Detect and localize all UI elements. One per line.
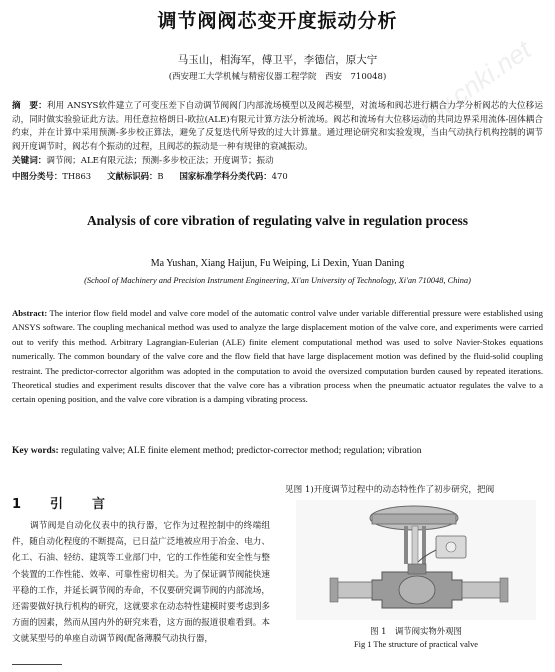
clc-value: TH863 [62,171,92,181]
valve-photo-figure [296,500,536,620]
paper-title-cn: 调节阀阀芯变开度振动分析 [157,10,398,32]
abstract-en-label: Abstract: [12,308,48,318]
subject-code-value: 470 [271,171,288,181]
keywords-en-text: regulating valve; ALE finite element method; predictor-corrector method; regulation; vibration [61,446,422,456]
paper-title-en: Analysis of core vibration of regulating valve in regulation process [86,213,469,228]
right-column-text: 见图 1)开度调节过程中的动态特性作了初步研究，把阀 [285,485,495,495]
keywords-cn-text: 调节阀；ALE有限元法；预测-多步校正法；开度调节；振动 [46,156,274,166]
section-heading-intro: 1 引 言 [12,497,114,512]
footnote-rule [12,664,62,665]
affiliation-cn: (西安理工大学机械与精密仪器工程学院 西安 710048) [168,72,387,82]
intro-body: 调节阀是自动化仪表中的执行器，它作为过程控制中的终端组件，随自动化程度的不断提高，已日益广泛地被应用于冶金、电力、化工、石油、轻纺、建筑等工业部门中，它的工作性能和安全性与整个装置的工作性能、效率、可靠性密切相关。为了保证调节阀能快速平稳的工作，并延长调节阀的寿命，不仅要研究调节阀的内部流场，还需要做好执行机构的研究，这就要求在动态特性建模时要考虑到多方面的因素，然而从国内外的研究来看，这方面的报道很难看到。本文就某型号的单座自动调节阀(配备薄膜气动执行器， [12,521,270,645]
figure-caption-cn: 图 1 调节阀实物外观图 [370,626,462,636]
affiliation-en: (School of Machinery and Precision Instrument Engineering, Xi'an University of Technology, Xi'an 710048, China) [84,276,471,285]
abstract-cn-text: 利用 ANSYS软件建立了可变压差下自动调节阀阀门内部流场模型以及阀芯模型，对流场和阀芯进行耦合力学分析阀芯的大位移运动，同时做实验验证此方法。用任意拉格朗日-欧拉(ALE)有限元计算方法分析流场。阀芯和流场有大位移运动的共同边界采用流体-固体耦合约束，并在计算中采用预测-多步校正算法，避免了反复迭代所导致的过大计算量。通过理论研究和实验发现，当由气动执行机构控制的调节阀开度调节时，阀芯有个振动的过程，且阀芯的振动是一种有规律的衰减振动。 [12,101,543,152]
abstract-cn-label: 摘 要： [12,101,47,111]
keywords-cn-label: 关键词： [12,156,47,166]
clc-label: 中图分类号： [12,171,63,181]
abstract-cn [12,100,543,154]
figure-caption-en: Fig 1 The structure of practical valve [353,640,479,649]
doc-code-label: 文献标识码： [107,171,158,181]
watermark: www.cnki.net [394,34,537,146]
abstract-en-text: The interior flow field model and valve core model of the automatic control valve under variable differential pressure were established using ANSYS software. The coupling mechanical method was used to analyze the large displacement motion of the valve core, and experiments were carried out to verify this method. Arbitrary Lagrangian-Eulerian (ALE) finite element computational method was used to solve Navier-Stokes equations numerically. The common boundary of the valve core and the flow field that have large displacement motion was defined by the fluid-solid coupling restraint. The predictor-corrector algorithm was adopted in the computation to avoid the oversized computation burden caused by repeated iterations. Theoretical studies and experiment results discover that the valve core has a vibration process when the pneumatic actuator regulates the valve to a certain opening position, and the valve core vibration is a damping vibrating process. [12,308,544,405]
abstract-en [12,306,543,407]
classification-line [12,170,543,184]
authors-en: Ma Yushan, Xiang Haijun, Fu Weiping, Li Dexin, Yuan Daning [150,258,405,269]
subject-code-label: 国家标准学科分类代码： [179,171,272,181]
keywords-cn [12,155,543,169]
keywords-en [12,445,543,459]
doc-code-value: B [157,171,164,181]
keywords-en-label: Key words: [12,446,59,456]
authors-cn: 马玉山，相海军，傅卫平，李德信，原大宁 [177,54,378,66]
